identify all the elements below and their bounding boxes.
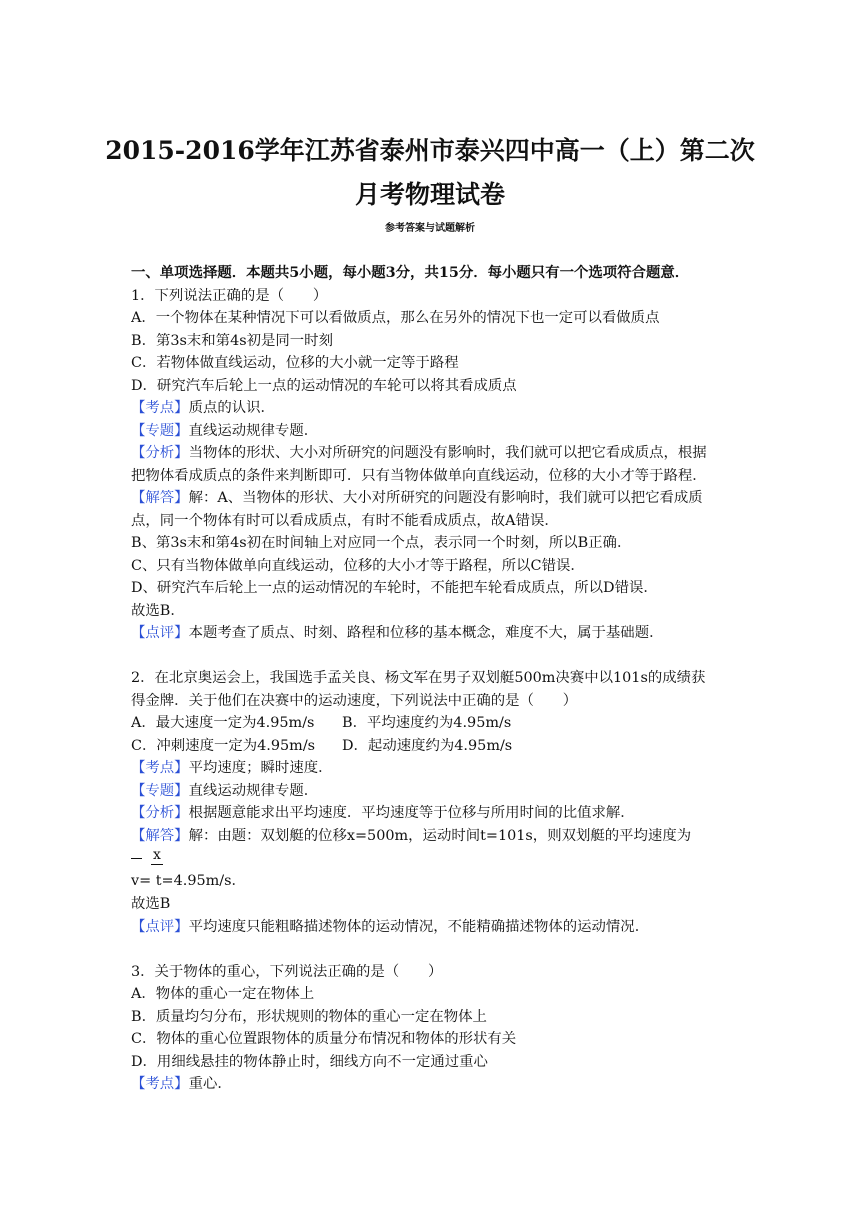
q1-option-c: C．若物体做直线运动，位移的大小就一定等于路程 [131,355,459,371]
zhuanti-tag: 【专题】 [131,422,189,439]
q1-kaodian [131,397,741,420]
formula-numerator: x [153,847,161,863]
q1-jieda-5: D、研究汽车后轮上一点的运动情况的车轮时，不能把车轮看成质点，所以D错误． [131,580,658,596]
q2-zhuanti-text: 直线运动规律专题． [188,782,319,799]
q3-kaodian [131,1073,741,1096]
zhuanti-tag: 【专题】 [131,782,189,799]
q3-option-c: C．物体的重心位置跟物体的质量分布情况和物体的形状有关 [131,1031,517,1047]
fenxi-tag: 【分析】 [131,445,189,461]
q3-option-d: D．用细线悬挂的物体静止时，细线方向不一定通过重心 [131,1053,488,1070]
q1-option-d: D．研究汽车后轮上一点的运动情况的车轮可以将其看成质点 [131,377,517,394]
q2-option-a: A．最大速度一定为4.95m/s [131,715,315,731]
q3-option-a: A．物体的重心一定在物体上 [131,986,315,1002]
section-header: 一、单项选择题．本题共5小题，每小题3分，共15分．每小题只有一个选项符合题意． [131,264,690,281]
q2-options-cd [131,735,741,758]
q2-kaodian-text: 平均速度；瞬时速度． [188,760,333,776]
q2-stem-1: 2．在北京奥运会上，我国选手孟关良、杨文军在男子双划艇500m决赛中以101s的成绩获 [131,670,706,686]
q1-kaodian-text: 质点的认识． [188,400,275,416]
q2-dianping [131,916,741,939]
q2-option-b: B．平均速度约为4.95m/s [342,715,512,731]
q2-zhuanti [131,780,741,803]
q1-dianping [131,622,741,645]
q1-dianping-text: 本题考查了质点、时刻、路程和位移的基本概念，难度不大，属于基础题． [188,625,664,641]
q2-stem-2: 得金牌．关于他们在决赛中的运动速度，下列说法中正确的是（ ） [131,692,578,709]
q3-kaodian-text: 重心． [188,1076,232,1092]
q2-option-d: D．起动速度约为4.95m/s [342,737,513,754]
average-velocity-formula [131,847,741,893]
q1-fenxi-text-1: 当物体的形状、大小对所研究的问题没有影响时，我们就可以把它看成质点，根据 [188,445,707,461]
dianping-tag: 【点评】 [131,625,189,641]
fenxi-tag: 【分析】 [131,805,189,821]
dianping-tag: 【点评】 [131,918,189,935]
doc-subtitle: 参考答案与试题解析 [385,223,475,234]
doc-title-line1: 2015-2016学年江苏省泰州市泰兴四中高一（上）第二次 [105,136,755,165]
jieda-tag: 【解答】 [131,490,189,506]
q2-dianping-text: 平均速度只能粗略描述物体的运动情况，不能精确描述物体的运动情况． [188,918,650,935]
q2-option-c: C．冲刺速度一定为4.95m/s [131,737,316,754]
q1-answer: 故选B． [131,602,185,619]
formula-result: v= t=4.95m/s． [131,873,246,889]
q2-options-ab [131,712,741,735]
q1-zhuanti [131,420,741,443]
q2-kaodian [131,757,741,780]
q2-answer: 故选B [131,896,171,912]
spacer [131,645,741,668]
q2-fenxi [131,802,741,825]
q1-stem: 1．下列说法正确的是（ ） [131,287,328,304]
formula-overbar [131,858,142,859]
q1-option-b: B．第3s末和第4s初是同一时刻 [131,332,333,349]
q1-jieda-3: B、第3s末和第4s初在时间轴上对应同一个点，表示同一个时刻，所以B正确． [131,535,632,551]
q1-jieda-4: C、只有当物体做单向直线运动，位移的大小才等于路程，所以C错误． [131,557,585,574]
q2-jieda-text: 解：由题：双划艇的位移x=500m，运动时间t=101s，则双划艇的平均速度为 [188,827,692,844]
q2-jieda [131,825,741,848]
q1-jieda-2: 点，同一个物体有时可以看成质点，有时不能看成质点，故A错误． [131,512,559,529]
q1-fenxi-1 [131,442,741,465]
jieda-tag: 【解答】 [131,827,189,844]
doc-title-line2: 月考物理试卷 [354,180,505,209]
q2-fenxi-text: 根据题意能求出平均速度．平均速度等于位移与所用时间的比值求解． [188,805,635,821]
formula-fraction-line [151,864,163,865]
q1-fenxi-2: 把物体看成质点的条件来判断即可．只有当物体做单向直线运动，位移的大小才等于路程． [131,467,707,484]
q1-zhuanti-text: 直线运动规律专题． [188,422,319,439]
kaodian-tag: 【考点】 [131,1076,189,1092]
q1-option-a: A．一个物体在某种情况下可以看做质点，那么在另外的情况下也一定可以看做质点 [131,310,660,326]
q1-jieda-1 [131,487,741,510]
spacer [131,938,741,961]
q1-jieda-text-1: 解：A、当物体的形状、大小对所研究的问题没有影响时，我们就可以把它看成质 [188,490,703,506]
q3-option-b: B．质量均匀分布，形状规则的物体的重心一定在物体上 [131,1008,487,1025]
kaodian-tag: 【考点】 [131,760,189,776]
doc-body [131,262,741,1096]
q3-stem: 3．关于物体的重心，下列说法正确的是（ ） [131,963,443,980]
kaodian-tag: 【考点】 [131,400,189,416]
